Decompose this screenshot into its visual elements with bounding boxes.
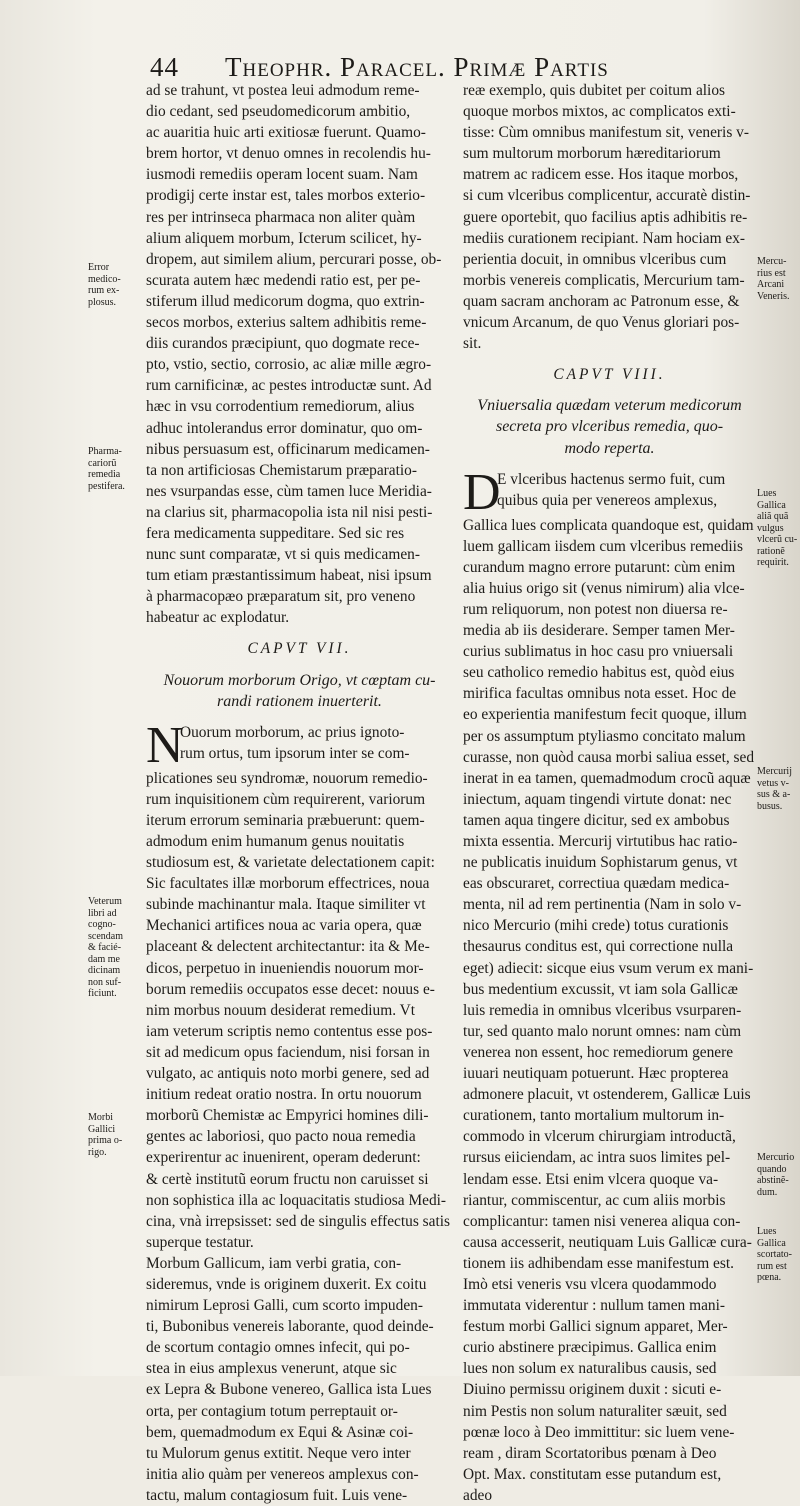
margin-note [88, 896, 140, 1000]
margin-note-line: cogno- [88, 919, 116, 930]
text-line: si cum vlceribus complicentur, accuratè distin- [463, 187, 751, 205]
text-line: per os assumptum ptyliasmo concitato malum [463, 727, 746, 745]
text-line: reæ exemplo, quis dubitet per coitum alios [463, 82, 726, 99]
chapter-heading: CAPVT VII. [247, 640, 352, 658]
text-line: adhuc intolerandus error dominatur, quo om- [146, 419, 423, 437]
margin-note-line: Gallica [757, 499, 786, 511]
text-line: vnicum Arcanum, de quo Venus gloriari pos- [463, 314, 740, 332]
left-column [146, 80, 453, 1506]
text-line: morbis venereis complicatis, Mercurium tam- [463, 271, 745, 289]
margin-note-line: scortato- [757, 1249, 792, 1260]
text-line: mediis curationem recipiant. Nam hociam ex- [463, 229, 746, 247]
text-line: bem, quemadmodum ex Equi & Asinæ coi- [146, 1423, 414, 1441]
text-line: cina, vnà irrepsisset: sed de singulis effectus satis [146, 1212, 451, 1230]
text-line: eas obscuraret, correctiua quædam medica- [463, 875, 730, 893]
text-line: secos morbos, exterius saltem adhibitis reme- [146, 314, 427, 332]
text-line: experirentur ac inuenirent, operam dederunt: [146, 1149, 421, 1167]
text-line: sum multorum morborum hæreditariorum [463, 145, 721, 163]
text-line: rum ortus, tum ipsorum inter se com- [180, 744, 410, 762]
text-line: orta, per contagium totum perreptauit or- [146, 1402, 398, 1420]
text-line: prodigij certe instar est, tales morbos exterio- [146, 187, 426, 205]
margin-note-line: vlcerũ cu- [757, 534, 798, 545]
text-line: curandum magno errore putarunt: cùm enim [463, 558, 736, 576]
margin-note [757, 766, 799, 812]
margin-note-line: busus. [757, 800, 783, 812]
text-line: iam veterum scriptis nemo contentus esse pos- [146, 1022, 433, 1040]
text-line: commodo in vlcerum chirurgiam introductã, [463, 1128, 736, 1146]
margin-note-line: abstinẽ- [757, 1175, 789, 1186]
text-line: festum morbi Gallici signum apparet, Mer- [463, 1318, 728, 1336]
margin-note-line: pœna. [757, 1272, 782, 1283]
margin-note-line: dum. [757, 1186, 778, 1198]
margin-note [88, 262, 140, 308]
text-line: alium aliquem morbum, Icterum scilicet, hy- [146, 229, 422, 247]
text-line: placeant & delectent architectantur: ita & Me- [146, 938, 430, 956]
text-line: Ouorum morborum, ac prius ignoto- [180, 723, 405, 741]
margin-note-line: rationẽ [757, 545, 785, 557]
margin-note-line: dam me [88, 953, 120, 965]
text-line: à pharmacopæo præparatum sit, pro veneno [146, 588, 416, 606]
text-line: stiferum illud medicorum dogma, quo extrin- [146, 292, 425, 310]
text-line: iterum errorum seminaria præbuerunt: quem- [146, 811, 425, 829]
text-line: bus medentium excussit, vt iam sola Gallicæ [463, 980, 738, 998]
text-line: non sophistica illa ac loquacitatis studiosa Medi- [146, 1191, 447, 1209]
text-line: matrem ac radicem esse. Hos itaque morbos, [463, 166, 739, 184]
text-line: eo experientia manifestum fecit quoque, illum [463, 706, 747, 724]
subtitle-line: modo reperta. [564, 439, 655, 457]
text-line: admonere placuit, vt ostenderem, Gallicæ Luis [463, 1086, 751, 1104]
margin-note-line: non suf- [88, 976, 122, 988]
margin-note-line: & facié- [88, 942, 122, 953]
chapter-subtitle [463, 395, 756, 458]
margin-note-line: libri ad [88, 907, 117, 919]
margin-note-line: rum est [757, 1260, 787, 1272]
text-line: eget) adiecit: sicque eius vsum verum ex mani- [463, 959, 754, 977]
text-line: tur, sed quanto malo norunt omnes: nam cùm [463, 1022, 742, 1040]
text-line: brem hortor, vt denuo omnes in recolendis hu- [146, 145, 431, 163]
text-line: inerat in ea tamen, quemadmodum crocũ aquæ [463, 769, 751, 787]
margin-note-line: Mercu- [757, 256, 787, 267]
text-line: gentes ac laboriosi, quo pacto noua remedia [146, 1128, 416, 1146]
text-line: tu Mulorum genus extitit. Neque vero inter [146, 1444, 411, 1462]
text-line: hæc in vsu corrodentium remediorum, alius [146, 398, 415, 416]
text-line: rum inquisitionem cùm requirerent, variorum [146, 790, 426, 808]
text-line: ne publicatis inuidum Sophistarum genus, vt [463, 854, 738, 872]
text-line: riantur, commiscentur, ac cum aliis morbis [463, 1191, 726, 1209]
text-line: diis curandos præcipiunt, quo dogmate rece- [146, 335, 420, 353]
margin-note-line: Error [88, 262, 110, 273]
text-line: admodum enim humanum genus nouitatis [146, 833, 405, 850]
text-line: menta, nil ad rem pertinentia (Nam in solo v- [463, 896, 742, 914]
text-line: quoque morbos mixtos, ac complicatos exti- [463, 103, 736, 121]
text-line: stea in eius amplexus venerunt, atque sic [146, 1360, 397, 1378]
text-line: nim morbus nouum desiderat remedium. Vt [146, 1001, 416, 1019]
margin-note-line: quando [757, 1163, 787, 1175]
text-line: curasse, non quòd causa morbi saliua esset, sed [463, 748, 755, 766]
text-line: ta non artificiosas Chemistarum præparatio- [146, 461, 417, 479]
text-line: initia alio quàm per venereos amplexus con- [146, 1465, 419, 1483]
text-line: dropem, aut similem alium, percurari posse, ob- [146, 250, 442, 268]
text-line: causa accesserit, neutiquam Luis Gallicæ cura- [463, 1233, 752, 1251]
right-column [463, 80, 756, 1506]
page-number: 44 [150, 52, 179, 82]
text-line: subinde machinantur mala. Itaque similiter vt [146, 896, 426, 914]
paragraph [146, 716, 453, 1506]
text-line: Imò etsi veneris vsu vlcera quodammodo [463, 1275, 717, 1293]
text-line: curio abstinere præcipimus. Gallica enim [463, 1339, 717, 1357]
margin-note-line: Pharma- [88, 446, 122, 457]
text-line: luem gallicam iisdem cum vlceribus remediis [463, 537, 743, 555]
text-line: plicationes seu syndromæ, nouorum remedio- [146, 769, 428, 787]
text-line: complicantur: tamen nisi venerea aliqua con- [463, 1212, 741, 1230]
text-line: sit. [463, 335, 482, 353]
subtitle-line: randi rationem inuerterit. [217, 692, 382, 710]
text-line: studiosum est, & varietate delectationem capit: [146, 854, 435, 872]
text-line: Opt. Max. constitutam esse putandum est, [463, 1465, 722, 1483]
text-line: Morbum Gallicum, iam verbi gratia, con- [146, 1254, 402, 1272]
text-line: sit ad medicum opus faciendum, nisi forsan in [146, 1043, 430, 1061]
text-line: vulgato, ac antiquis noto morbi genere, sed ad [146, 1065, 430, 1083]
margin-note-line: aliã quã [757, 511, 789, 522]
text-line: initium redeat oratio nostra. In ortu nouorum [146, 1086, 422, 1104]
margin-note-line: medico- [88, 273, 121, 285]
text-line: nim Pestis non solum naturaliter sæuit, sed [463, 1402, 727, 1420]
text-line: tum etiam præstantissimum habeat, nisi ipsum [146, 567, 432, 585]
running-title: Theophr. Paracel. Primæ Partis [225, 52, 609, 82]
text-line: dio cedant, sed pseudomedicorum ambitio, [146, 103, 411, 121]
text-line: Gallica lues complicata quandoque est, quidam [463, 516, 754, 534]
margin-note-line: rius est [757, 267, 786, 279]
margin-note-line: requirit. [757, 557, 789, 568]
text-line: res per intrinseca pharmaca non aliter quàm [146, 208, 416, 226]
text-line: luis remedia in omnibus vlceribus vsurparen- [463, 1001, 742, 1019]
text-line: nunc sunt comparatæ, vt si quis medicamen- [146, 546, 420, 564]
text-line: tactu, malum contagiosum fuit. Luis vene- [146, 1486, 408, 1504]
text-line: nico Mercurio (mihi crede) totus curationis [463, 917, 729, 935]
margin-note [757, 1226, 799, 1284]
margin-note-line: rum ex- [88, 285, 120, 296]
text-line: quibus quia per venereos amplexus, [497, 491, 718, 509]
text-line: mixta essentia. Mercurij virtutibus hac ratio- [463, 833, 738, 850]
text-line: tisse: Cùm omnibus manifestum sit, veneris v- [463, 124, 749, 142]
margin-note-line: pestifera. [88, 480, 125, 492]
margin-note-line: vulgus [757, 522, 784, 534]
text-line: pœnæ loco à Deo immittitur: sic luem vene- [463, 1423, 735, 1441]
margin-note-line: Lues [757, 488, 777, 499]
text-line: ex Lepra & Bubone venereo, Gallica ista Lues [146, 1381, 432, 1399]
margin-note-line: scendam [88, 930, 123, 942]
margin-note-line: Lues [757, 1226, 777, 1237]
chapter-heading: CAPVT VIII. [553, 366, 666, 384]
text-line: rursus eiiciendam, ac intra suos limites pel- [463, 1149, 731, 1167]
text-line: na clarius sit, pharmacopolia ista nil nisi pesti- [146, 503, 433, 521]
text-line: guere oportebit, quo facilius aptis adhibitis re- [463, 208, 748, 226]
text-line: lues non solum ex naturalibus causis, sed [463, 1360, 717, 1378]
text-line: nes vsurpandas esse, cùm tamen luce Meridia- [146, 482, 432, 500]
text-line: superque testatur. [146, 1233, 254, 1251]
margin-note-line: ficiunt. [88, 988, 117, 999]
text-line: immutata viderentur : nullum tamen mani- [463, 1297, 726, 1315]
subtitle-line: Nouorum morborum Origo, vt cœptam cu- [163, 671, 436, 689]
margin-note [757, 256, 799, 302]
text-line: scurata autem hæc medendi ratio est, per pe- [146, 271, 421, 289]
margin-note-line: Veterum [88, 896, 122, 907]
text-line: quam sacram anchoram ac Patronum esse, & [463, 292, 740, 310]
margin-note-line: plosus. [88, 296, 117, 308]
text-line: venerea non essent, hoc remediorum genere [463, 1043, 734, 1061]
subtitle-line: secreta pro vlceribus remedia, quo- [495, 418, 724, 436]
text-line: mirifica facultas omnibus nota esset. Hoc de [463, 685, 737, 703]
text-line: curationem, tanto mortalium multorum in- [463, 1107, 725, 1125]
margin-note-line: Arcani [757, 279, 785, 290]
text-line: seu catholico remedio habitus est, quòd eius [463, 664, 735, 682]
margin-note-line: prima o- [88, 1135, 123, 1146]
margin-note-line: dicinam [88, 965, 121, 976]
text-line: tamen aqua tingere dicitur, sed ex ambobus [463, 811, 730, 829]
margin-note-line: Gallici [88, 1123, 116, 1135]
text-line: curius sublimatus in hoc casu pro vniuersali [463, 643, 734, 661]
margin-note-line: Mercurio [757, 1152, 795, 1163]
text-line: adeo [463, 1486, 493, 1504]
margin-note-line: sus & a- [757, 789, 791, 800]
text-line: E vlceribus hactenus sermo fuit, cum [497, 470, 726, 488]
text-line: pto, vstio, sectio, corrosio, ac aliæ mille ægro- [146, 356, 432, 374]
text-line: dicos, perpetuo in inueniendis nouorum mor- [146, 959, 424, 977]
text-line: tionem iis adhibendam esse manifestum est. [463, 1254, 734, 1272]
margin-note-line: Morbi [88, 1112, 113, 1123]
text-line: ad se trahunt, vt postea leui admodum reme- [146, 82, 420, 99]
text-line: rum carnificinæ, ac pestes introductæ sunt. Ad [146, 377, 432, 395]
text-line: Mechanici artifices noua ac varia opera, quæ [146, 917, 422, 935]
margin-note-line: Veneris. [757, 290, 790, 302]
margin-note-line: remedia [88, 469, 121, 480]
text-line: Sic facultates illæ morborum effectrices, noua [146, 875, 430, 893]
text-line: lendam esse. Etsi enim vlcera quoque va- [463, 1170, 719, 1188]
text-line: & certè institutũ eorum fructu non caruisset si [146, 1170, 429, 1188]
margin-note-line: cariorũ [88, 457, 117, 469]
text-line: alia huius origo sit (venus nimirum) alia vlce- [463, 579, 745, 597]
paragraph [463, 463, 756, 1506]
text-line: Diuino permissu originem duxit : sicuti e- [463, 1381, 722, 1399]
paragraph [463, 80, 756, 354]
text-line: morborũ Chemistæ ac Empyrici homines dili- [146, 1107, 429, 1125]
text-line: iuuari neutiquam potuerunt. Hæc propterea [463, 1065, 729, 1083]
drop-cap: N [146, 716, 184, 774]
text-line: borum remediis occupatos esse decet: nouus e- [146, 980, 435, 998]
text-line: perientia docuit, in omnibus vlceribus cum [463, 250, 727, 268]
text-line: rum reliquorum, non potest non diuersa re- [463, 600, 728, 618]
chapter-subtitle [146, 670, 453, 712]
text-line: thesaurus conditus est, qui correctione nulla [463, 938, 734, 956]
margin-note [88, 446, 140, 492]
margin-note-line: vetus v- [757, 777, 789, 789]
paragraph [146, 80, 453, 628]
text-line: nibus persuasum est, officinarum medicamen- [146, 440, 430, 458]
drop-cap: D [463, 463, 501, 521]
text-line: ream , diram Scortatoribus pœnam à Deo [463, 1444, 717, 1462]
margin-note-line: Gallica [757, 1237, 786, 1249]
text-line: habeatur ac explodatur. [146, 609, 290, 627]
text-line: ac auaritia huic arti exitiosæ fuerunt. Quamo- [146, 124, 426, 142]
text-line: media ab iis desiderare. Semper tamen Mer- [463, 622, 735, 640]
text-line: fera medicamenta suppeditare. Sed sic res [146, 524, 405, 542]
text-line: nimirum Leprosi Galli, cum scorto impuden- [146, 1297, 423, 1315]
margin-note-line: Mercurij [757, 766, 792, 777]
margin-note [757, 488, 799, 569]
text-line: iusmodi remediis operam locent suam. Nam [146, 166, 418, 184]
margin-note-line: rigo. [88, 1146, 107, 1158]
text-line: iniectum, aquam tingendi virtute donat: nec [463, 790, 732, 808]
margin-note [757, 1152, 799, 1198]
text-line: ti, Bubonibus venereis laborante, quod deinde- [146, 1318, 434, 1336]
subtitle-line: Vniuersalia quædam veterum medicorum [477, 397, 742, 415]
text-line: de scortum contagio omnes infecit, qui po- [146, 1339, 410, 1357]
margin-note [88, 1112, 140, 1158]
text-line: sideremus, vnde is originem duxerit. Ex coitu [146, 1275, 427, 1293]
